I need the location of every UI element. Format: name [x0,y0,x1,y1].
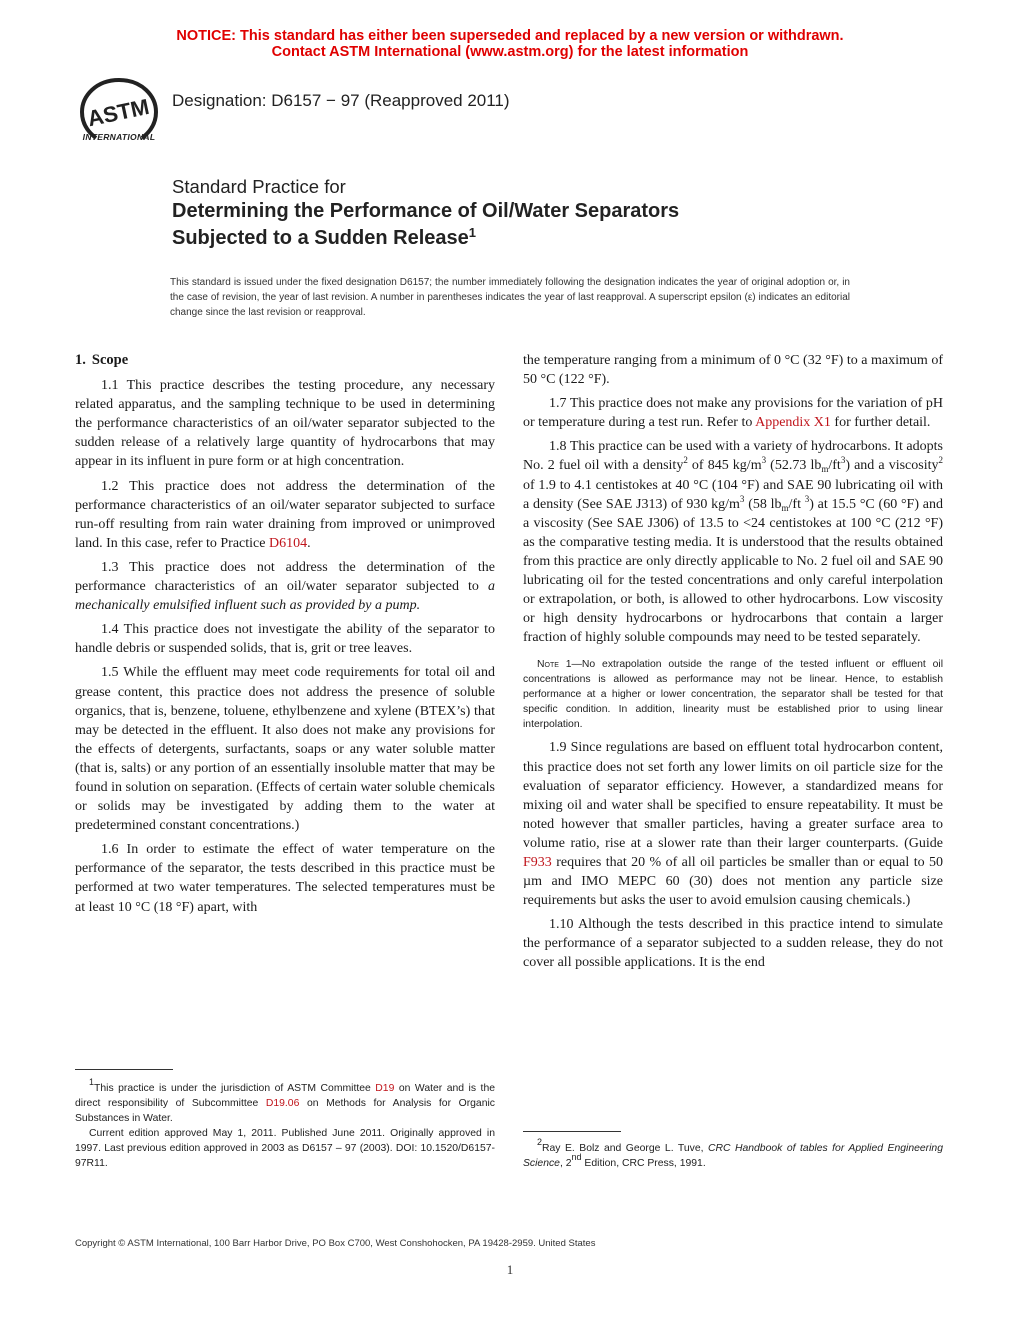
right-column [523,351,943,978]
paragraph-1-2-text: 1.2 This practice does not address the determination of the performance characteristics of an oil/water separator subjected to surface run-off resulting from rain water draining from improved or unimproved land. In this case, refer to Practice [75,478,495,551]
footnote-1 [75,1077,496,1171]
link-appendix-x1[interactable]: Appendix X1 [755,415,831,431]
title-footnote-mark: 1 [468,225,476,240]
paragraph-1-7-text: 1.7 This practice does not make any provisions for the variation of pH or temperature during a test run. Refer to [523,396,943,431]
title-line-3 [172,225,679,252]
paragraph-1-3-text: 1.3 This practice does not address the determination of the performance characteristics of an oil/water separator subjected to [75,559,495,595]
p18-sup2: 3 [761,455,767,466]
section-title: Scope [91,352,129,368]
notice-line-2: Contact ASTM International (www.astm.org) for the latest information [271,44,749,60]
footnote-2-text [523,1137,943,1171]
paragraph-1-3 [75,558,495,615]
p18-f: of 1.9 to 4.1 centistokes at 40 °C (104 °F) and SAE 90 lubricating oil with a density (See SAE J313) of 930 kg/m [523,477,943,512]
paragraph-1-6: 1.6 In order to estimate the effect of water temperature on the performance of the separator, the tests described in this practice must be performed at two water temperatures. The selected temperatures must be at least 10 °C (18 °F) apart, with [75,842,495,915]
logo-caption: INTERNATIONAL [82,132,156,142]
paragraph-1-1: 1.1 This practice describes the testing procedure, any necessary related apparatus, and the sampling technique to be used in determining the performance characteristics of an oil/water separator subjected to the sudden release of a relatively large quantity of hydrocarbons that may appear in its influent in pure form or at high concentration. [75,378,495,470]
footnote-2 [523,1137,943,1171]
paragraph-1-9-end: requires that 20 % of all oil particles be smaller than or equal to 50 µm and IMO MEPC 60 (30) does not mention any particle size requirements but asks the user to avoid emulsion causing chemicals.) [523,854,943,909]
footnote-2-part-c: Edition, CRC Press, 1991. [581,1158,706,1169]
note-1 [523,657,943,732]
p18-g: (58 lb [744,496,782,512]
p18-h: /ft [788,496,805,512]
footnote-1-part-c: on Methods for Analysis for Organic Substances in Water. [75,1098,495,1124]
footnote-1-edition: Current edition approved May 1, 2011. Published June 2011. Originally approved in 1997. Last previous edition approved in 2003 as D6157 – 97 (2003). DOI: 10.1520/D6157-97R11. [75,1128,495,1169]
p18-sup1: 2 [683,455,688,466]
p18-sup5: 3 [739,493,745,504]
footnote-1-mark: 1 [89,1077,95,1087]
link-d19-06[interactable]: D19.06 [265,1098,300,1109]
footnote-1-part-a: This practice is under the jurisdiction of ASTM Committee [94,1083,376,1094]
title-line-3-text: Subjected to a Sudden Release [172,227,469,249]
p18-d: /ft [828,458,841,474]
p18-c: (52.73 lb [766,458,822,474]
section-number: 1. [75,352,86,368]
notice-line-1: NOTICE: This standard has either been superseded and replaced by a new version or withdrawn. [176,28,844,44]
document-title [172,176,679,252]
paragraph-1-3-italic: a mechanically emulsified influent such as provided by a pump. [75,579,495,614]
link-f933[interactable]: F933 [523,854,552,870]
paragraph-1-7-end: for further detail. [830,415,931,431]
section-heading-scope [75,351,495,370]
designation: Designation: D6157 − 97 (Reapproved 2011) [172,91,510,110]
footnote-2-sup: nd [571,1152,582,1162]
p18-sub1: m [821,464,829,475]
p18-sup4: 2 [938,455,943,466]
left-column [75,351,495,922]
paragraph-1-7 [523,394,943,432]
p18-sup3: 3 [840,455,846,466]
paragraph-1-2-end: . [307,535,311,551]
footnote-2-part-b: , 2 [559,1158,572,1169]
footnote-rule-right [523,1131,621,1132]
link-d6104[interactable]: D6104 [268,535,308,551]
footnote-2-part-a: Ray E. Bolz and George L. Tuve, [542,1143,708,1154]
p18-sup6: 3 [804,493,810,504]
link-d19[interactable]: D19 [375,1083,395,1094]
p18-i: ) at 15.5 °C (60 °F) and a viscosity (See SAE J306) of 13.5 to <24 centistokes at 100 °C (212 °F) as the comparative testing media. It is understood that the results obtained from this practice are only directly applicable to No. 2 fuel oil and SAE 90 lubricating oil for the tested concentrations and only careful interpolation or extrapolation, or both, is allowed to other hydrocarbons. Low viscosity or high density hydrocarbons or hydrocarbons that contain a larger fraction of highly soluble compounds may need to be tested separately. [523,496,943,646]
footnote-1-part-b: on Water and is the direct responsibility of Subcommittee [75,1083,496,1109]
p18-a: 1.8 This practice can be used with a variety of hydrocarbons. It adopts No. 2 fuel oil with a density [523,439,943,474]
p18-b: of 845 kg/m [687,458,762,474]
title-line-1: Standard Practice for [172,176,346,197]
copyright-line: Copyright © ASTM International, 100 Barr Harbor Drive, PO Box C700, West Conshohocken, PA 19428-2959. United States [75,1238,596,1249]
paragraph-1-9 [523,738,943,910]
paragraph-1-8 [523,437,943,647]
paragraph-1-9-text: 1.9 Since regulations are based on effluent total hydrocarbon content, this practice does not set forth any lower limits on oil particle size for the evaluation of separator efficiency. However, a standardized means for mixing oil and water shall be specified to ensure repeatability. It must be noted however that smaller particles, having a greater surface area to volume ratio, rise at a slower rate than their larger counterparts. (Guide [523,740,943,851]
p18-e: ) and a viscosity [845,458,939,474]
preamble: This standard is issued under the fixed designation D6157; the number immediately following the designation indicates the year of original adoption or, in the case of revision, the year of last revision. A number in parentheses indicates the year of last reapproval. A superscript epsilon (ε) indicates an editorial change since the last revision or reapproval. [170,277,850,318]
paragraph-1-6-continued: the temperature ranging from a minimum of 0 °C (32 °F) to a maximum of 50 °C (122 °F). [523,353,943,388]
title-line-2: Determining the Performance of Oil/Water Separators [172,200,680,222]
page-number: 1 [506,1262,514,1277]
paragraph-1-10: 1.10 Although the tests described in this practice intend to simulate the performance of a separator subjected to a sudden release, they do not cover all possible applications. It is the end [523,917,943,971]
footnote-2-mark: 2 [537,1137,543,1147]
paragraph-1-5: 1.5 While the effluent may meet code requirements for total oil and grease content, this practice does not address the presence of soluble organics, that is, benzene, toluene, ethylbenzene and xylene (BTEX’s) that may be detected in the effluent. It also does not make any provisions for the effects of detergents, surfactants, soaps or any water soluble matter (that is, salts) or any portion of an essentially insoluble matter that may be found in solution on separation. (Effects of certain water soluble chemicals or solids may be investigated by adding them to the water at predetermined constant concentrations.) [75,665,495,834]
p18-sub2: m [781,502,789,513]
paragraph-1-4: 1.4 This practice does not investigate the ability of the separator to handle debris or suspended solids, that is, grit or tree leaves. [75,622,495,657]
logo-letters: ASTM [85,93,152,132]
paragraph-1-2 [75,477,495,553]
footnote-1-text [75,1077,496,1126]
note-1-text: —No extrapolation outside the range of the tested influent or effluent oil concentrations is allowed as performance may not be linear. Hence, to establish performance at a higher or lower concentration, the separator shall be tested for that specific condition. In addition, linearity must be established prior to using linear interpolation. [523,659,944,731]
withdrawal-notice [0,28,1020,60]
footnote-2-title: CRC Handbook of tables for Applied Engineering Science [523,1143,943,1169]
note-1-label: Note 1 [537,659,572,671]
footnote-rule-left [75,1069,173,1070]
